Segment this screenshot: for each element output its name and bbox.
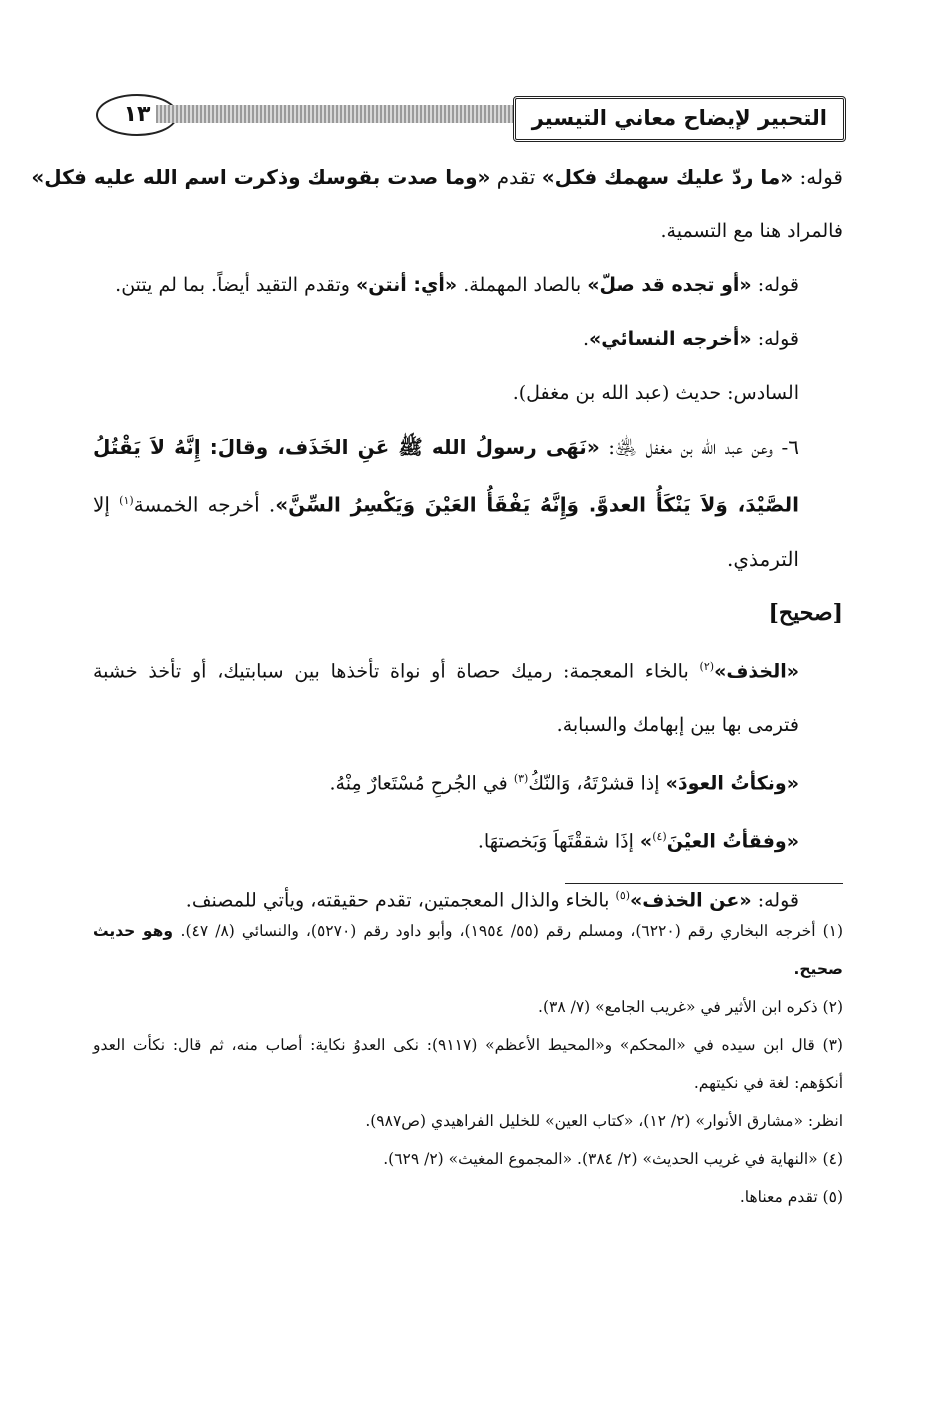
- paragraph-faqaat: «وفقأتُ العيْنَ$^{(٤)}$» إذَا شققْتَهاَ وَبَخصتهَا.: [477, 830, 799, 853]
- paragraph-10: قوله: «عن الخذف»$^{(٥)}$ بالخاء والذال المعجمتين، تقدم حقيقته، ويأتي للمصنف.: [185, 888, 799, 911]
- paragraph-5: السادس: حديث (عبد الله بن مغفل).: [512, 382, 799, 404]
- paragraph-3: قوله: «أو تجده قد صلّ» بالصاد المهملة. «أي: أنتن» وتقدم التقيد أيضاً. بما لم يتتن.: [115, 274, 799, 296]
- paragraph-nakaat: «ونكأتُ العودَ» إذا قشرْتَهُ، وَالنّكُ$^{(٣)}$ في الجُرحِ مُسْتَعارٌ مِنْهُ.: [329, 771, 799, 795]
- footnote-3: (٣) قال ابن سيده في «المحكم» و«المحيط الأعظم» (٩١١٧): نكى العدوُ نكاية: أصاب منه، ثم قال: نكأت العدو أنكؤهم: لغة في نكيتهم.: [93, 1036, 843, 1092]
- footnote-4: (٤) «النهاية في غريب الحديث» (٢/ ٣٨٤). «المجموع المغيث» (٢/ ٦٢٩).: [383, 1150, 843, 1168]
- paragraph-khadhf: «الخذف»$^{(٢)}$ بالخاء المعجمة: رميك حصاة أو نواة تأخذها بين سبابتيك، أو تأخذ خشبة فترمى بها بين إبهامك والسبابة.: [93, 659, 799, 736]
- page-header: [96, 94, 846, 140]
- page-number: ١٣: [96, 94, 178, 136]
- footnote-5: (٥) تقدم معناها.: [739, 1188, 843, 1206]
- main-text: [31, 150, 843, 927]
- footnotes: [93, 912, 843, 1216]
- footnote-3-reference: انظر: «مشارق الأنوار» (٢/ ١٢)، «كتاب العين» للخليل الفراهيدي (ص٩٨٧).: [365, 1112, 843, 1130]
- verdict-label: [صحيح]: [768, 599, 843, 626]
- paragraph-2: فالمراد هنا مع التسمية.: [660, 220, 843, 242]
- paragraph-1: قوله: «ما ردّ عليك سهمك فكل» تقدم «وما صدت بقوسك وذكرت اسم الله عليه فكل»: [31, 165, 843, 189]
- paragraph-4: قوله: «أخرجه النسائي».: [582, 328, 799, 350]
- hadith-paragraph: ٦- وعن عبد الله بن مغفل ﵁: «نَهَى رسولُ الله ﷺ عَنِ الخَذَف، وقالَ: إِنَّهُ لاَ يَقْتُلُ الصَّيْدَ، وَلاَ يَنْكَأُ العدوَّ. وَإِنَّهُ يَفْقَأُ العَيْنَ وَيَكْسِرُ السِّنَّ». أخرجه الخمسة$^{(١)}$ إلا الترمذي.: [93, 435, 799, 571]
- book-title: التحبير لإيضاح معاني التيسير: [513, 96, 846, 142]
- footnote-separator: [565, 883, 843, 884]
- footnote-2: (٢) ذكره ابن الأثير في «غريب الجامع» (٧/ ٣٨).: [538, 998, 843, 1016]
- footnote-1: (١) أخرجه البخاري رقم (٦٢٢٠)، ومسلم رقم (٥٥/ ١٩٥٤)، وأبو داود رقم (٥٢٧٠)، والنسائي (٨/ ٤٧). وهو حديث صحيح.: [93, 922, 844, 978]
